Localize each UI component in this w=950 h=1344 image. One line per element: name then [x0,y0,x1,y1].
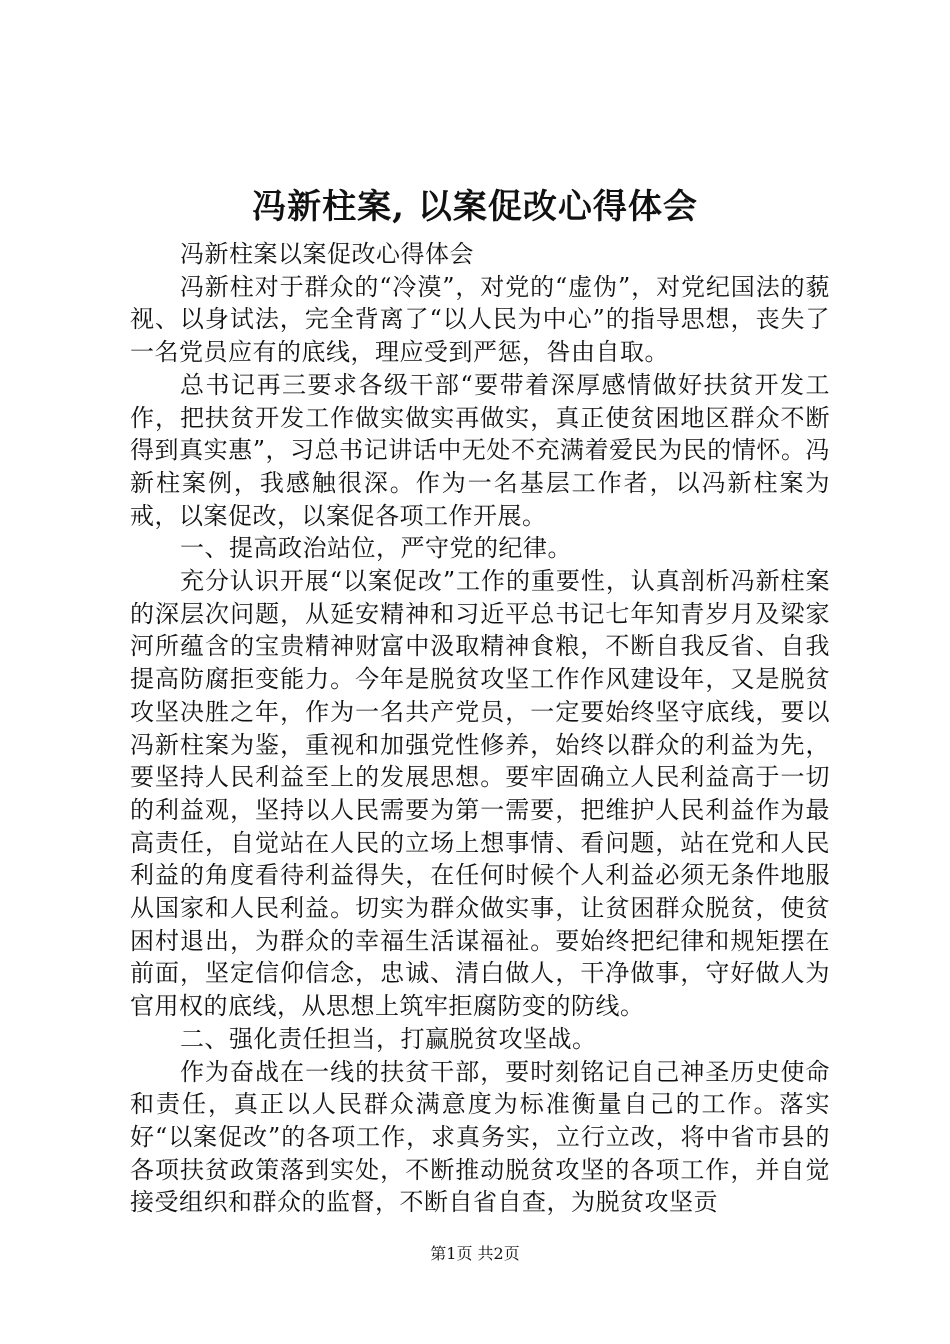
body-paragraph: 充分认识开展“以案促改”工作的重要性，认真剖析冯新柱案的深层次问题，从延安精神和习近平总书记七年知青岁月及梁家河所蕴含的宝贵精神财富中汲取精神食粮，不断自我反省、自我提高防腐拒变能力。今年是脱贫攻坚工作作风建设年，又是脱贫攻坚决胜之年，作为一名共产党员，一定要始终坚守底线，要以冯新柱案为鉴，重视和加强党性修养，始终以群众的利益为先，要坚持人民利益至上的发展思想。要牢固确立人民利益高于一切的利益观，坚持以人民需要为第一需要，把维护人民利益作为最高责任，自觉站在人民的立场上想事情、看问题，站在党和人民利益的角度看待利益得失，在任何时候个人利益必须无条件地服从国家和人民利益。切实为群众做实事，让贫困群众脱贫，使贫困村退出，为群众的幸福生活谋福祉。要始终把纪律和规矩摆在前面，坚定信仰信念，忠诚、清白做人，干净做事，守好做人为官用权的底线，从思想上筑牢拒腐防变的防线。 [130,567,830,1021]
body-paragraph: 总书记再三要求各级干部“要带着深厚感情做好扶贫开发工作，把扶贫开发工作做实做实再做实，真正使贫困地区群众不断得到真实惠”，习总书记讲话中无处不充满着爱民为民的情怀。冯新柱案例，我感触很深。作为一名基层工作者，以冯新柱案为戒，以案促改，以案促各项工作开展。 [130,370,830,530]
page-number-footer: 第1页 共2页 [430,1244,520,1263]
body-paragraph: 作为奋战在一线的扶贫干部，要时刻铭记自己神圣历史使命和责任，真正以人民群众满意度为标准衡量自己的工作。落实好“以案促改”的各项工作，求真务实，立行立改，将中省市县的各项扶贫政策落到实处，不断推动脱贫攻坚的各项工作，并自觉接受组织和群众的监督，不断自省自查，为脱贫攻坚贡 [130,1057,830,1217]
subtitle-paragraph: 冯新柱案以案促改心得体会 [180,240,474,268]
body-paragraph: 冯新柱对于群众的“冷漠”，对党的“虚伪”，对党纪国法的藐视、以身试法，完全背离了“以人民为中心”的指导思想，丧失了一名党员应有的底线，理应受到严惩，咎由自取。 [130,272,830,367]
document-title: 冯新柱案, 以案促改心得体会 [252,187,698,227]
section-heading: 二、强化责任担当，打赢脱贫攻坚战。 [180,1024,597,1053]
document-body [130,238,830,1219]
section-heading: 一、提高政治站位，严守党的纪律。 [180,534,572,563]
